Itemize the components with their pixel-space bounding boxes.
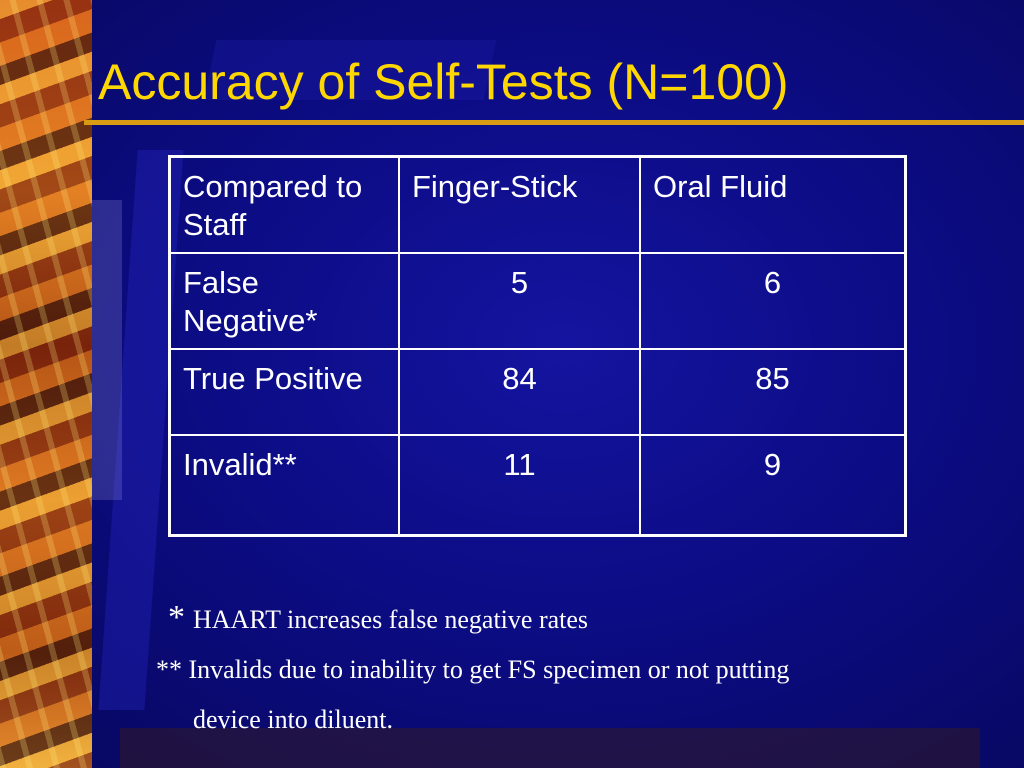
accuracy-table (168, 155, 907, 537)
title-underline (84, 120, 1024, 125)
footnote-marker: * (168, 599, 185, 636)
header-finger-stick: Finger-Stick (399, 157, 640, 254)
header-compared-to-staff: Compared to Staff (170, 157, 399, 254)
finger-stick-value: 84 (399, 349, 640, 435)
table-row (170, 349, 906, 435)
finger-stick-value: 5 (399, 253, 640, 349)
oral-fluid-value: 6 (640, 253, 906, 349)
footnote-text: HAART increases false negative rates (193, 605, 589, 634)
decorative-side-strip (0, 0, 92, 768)
row-label: False Negative* (170, 253, 399, 349)
footnote-invalids-line1: ** Invalids due to inability to get FS specimen or not putting (156, 655, 790, 684)
oral-fluid-value: 9 (640, 435, 906, 535)
table-header-row (170, 157, 906, 254)
background-watermark (92, 200, 122, 500)
finger-stick-value: 11 (399, 435, 640, 535)
table-row (170, 435, 906, 535)
footnote-invalids-line2: device into diluent. (193, 705, 394, 734)
row-label: True Positive (170, 349, 399, 435)
row-label: Invalid** (170, 435, 399, 535)
table-row (170, 253, 906, 349)
header-oral-fluid: Oral Fluid (640, 157, 906, 254)
slide-title: Accuracy of Self-Tests (N=100) (98, 54, 789, 110)
oral-fluid-value: 85 (640, 349, 906, 435)
footnote-haart (168, 600, 588, 638)
